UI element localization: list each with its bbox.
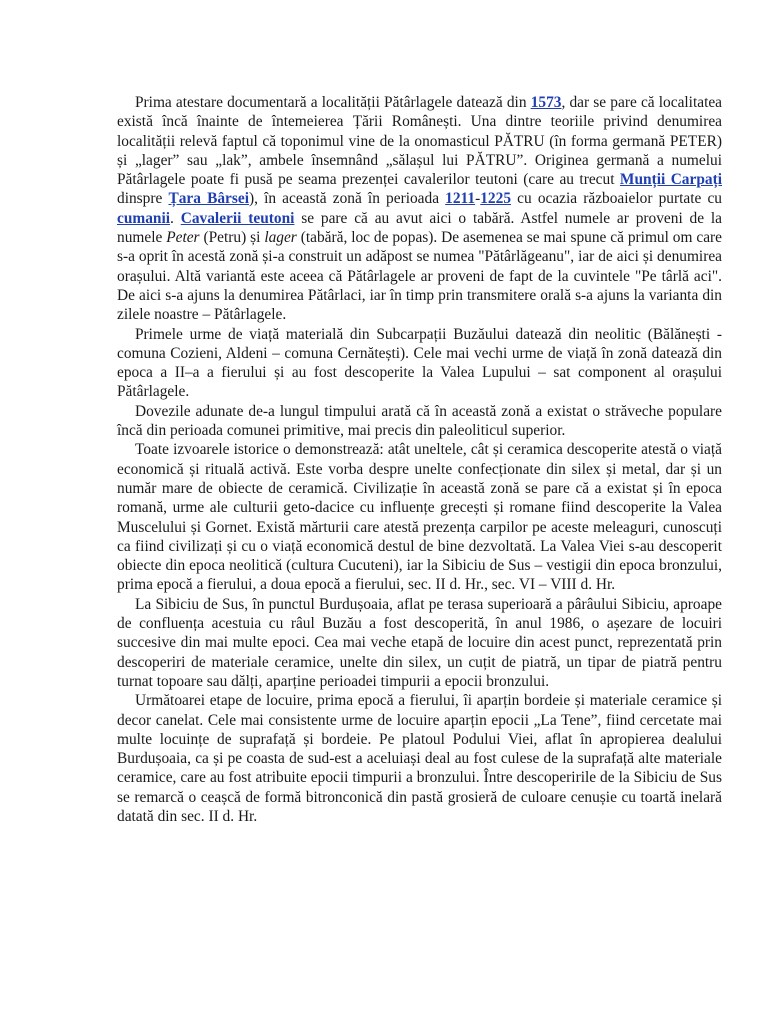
paragraph-historical-sources: Toate izvoarele istorice o demonstrează: atât uneltele, cât și ceramica descoperite atestă o viață economică și rituală activă. Este vorba despre unelte confecționate din silex și metal, dar și un număr mare de obiecte de ceramică. Civilizație în această zonă se pare că a existat și în epoca romană, urme ale culturii geto-dacice cu influențe grecești și romane fiind descoperite la Valea Muscelului și Gornet. Există mărturii care atestă prezența carpilor pe aceste meleaguri, cunoscuți ca fiind civilizați și cu o viață economică destul de bine dezvoltată. La Valea Viei s-au descoperit obiecte din epoca neolitică (cultura Cucuteni), iar la Sibiciu de Sus – vestigii din epoca bronzului, prima epocă a fierului, a doua epocă a fierului, sec. II d. Hr., sec. VI – VIII d. Hr.	[117, 441, 722, 594]
link-cumanii[interactable]: cumanii	[117, 209, 171, 227]
link-1225[interactable]: 1225	[480, 190, 512, 208]
term-lager: lager	[264, 229, 297, 247]
term-peter: Peter	[166, 229, 200, 247]
paragraph-sibiciu-de-sus: La Sibiciu de Sus, în punctul Burdușoaia, aflat pe terasa superioară a pârâului Sibiciu, aproape de confluența acestuia cu râul Buzău a fost descoperită, în anul 1986, o așezare de locuiri succesive din mai multe epoci. Cea mai veche etapă de locuire din acest punct, reprezentată prin descoperiri de materiale ceramice, unelte din silex, un cuțit de piatră, un tipar de piatră pentru turnat topoare sau dălți, aparține perioadei timpurii a epocii bronzului.	[117, 595, 722, 690]
link-cavalerii-teutoni[interactable]: Cavalerii teutoni	[180, 209, 295, 227]
paragraph-evidence: Dovezile adunate de-a lungul timpului arată că în această zonă a existat o străveche populare încă din perioada comunei primitive, mai precis din paleoliticul superior.	[117, 402, 722, 440]
link-muntii-carpati[interactable]: Munții Carpați	[619, 171, 722, 189]
link-tara-barsei[interactable]: Țara Bârsei	[168, 190, 249, 208]
document-page	[117, 93, 722, 826]
paragraph-first-traces: Primele urme de viață materială din Subcarpații Buzăului datează din neolitic (Bălănești - comuna Cozieni, Aldeni – comuna Cernătești). Cele mai vechi urme de viață în zonă datează din epoca a II–a a fierului și au fost descoperite la Valea Lupului – sat component al orașului Pătârlagele.	[117, 325, 722, 401]
paragraph-next-stage: Următoarei etape de locuire, prima epocă a fierului, îi aparțin bordeie și materiale ceramice și decor canelat. Cele mai consistente urme de locuire aparțin epocii „La Tene”, fiind cercetate mai multe locuințe de suprafață și bordeie. Pe platoul Podului Viei, aflat în apropierea dealului Burdușoaia, ca și pe coasta de sud-est a aceluiași deal au fost culese de la suprafață alte materiale ceramice, care au fost atribuite epocii timpurii a bronzului. Între descoperirile de la Sibiciu de Sus se remarcă o ceașcă de formă bitronconică din pastă grosieră de culoare cenușie cu toartă inelară datată din sec. II d. Hr.	[117, 692, 722, 825]
paragraph-origin: Prima atestare documentară a localității Pătârlagele datează din 1573, dar se pare că localitatea există încă înainte de întemeierea Țării Românești. Una dintre teoriile privind denumirea localității relevă faptul că toponimul vine de la onomasticul PĂTRU (în forma germană PETER) și „lager” sau „lak”, ambele însemnând „sălașul lui PĂTRU”. Originea germană a numelui Pătârlagele poate fi pusă pe seama prezenței cavalerilor teutoni (care au trecut Munții Carpați dinspre Țara Bârsei), în această zonă în perioada 1211-1225 cu ocazia războaielor purtate cu cumanii. Cavalerii teutoni se pare că au avut aici o tabără. Astfel numele ar proveni de la numele Peter (Petru) și lager (tabără, loc de popas). De asemenea se mai spune că primul om care s-a oprit în acestă zonă și-a construit un adăpost se numea "Pătârlăgeanu", iar de aici și denumirea orașului. Altă variantă este aceea că Pătârlagele ar proveni de fapt de la cuvintele "Pe târlă aci". De aici s-a ajuns la denumirea Pătârlaci, iar în timp prin transmitere orală s-a ajuns la varianta din zilele noastre – Pătârlagele.	[117, 94, 723, 324]
link-1573[interactable]: 1573	[530, 94, 562, 111]
link-1211[interactable]: 1211	[445, 190, 476, 208]
